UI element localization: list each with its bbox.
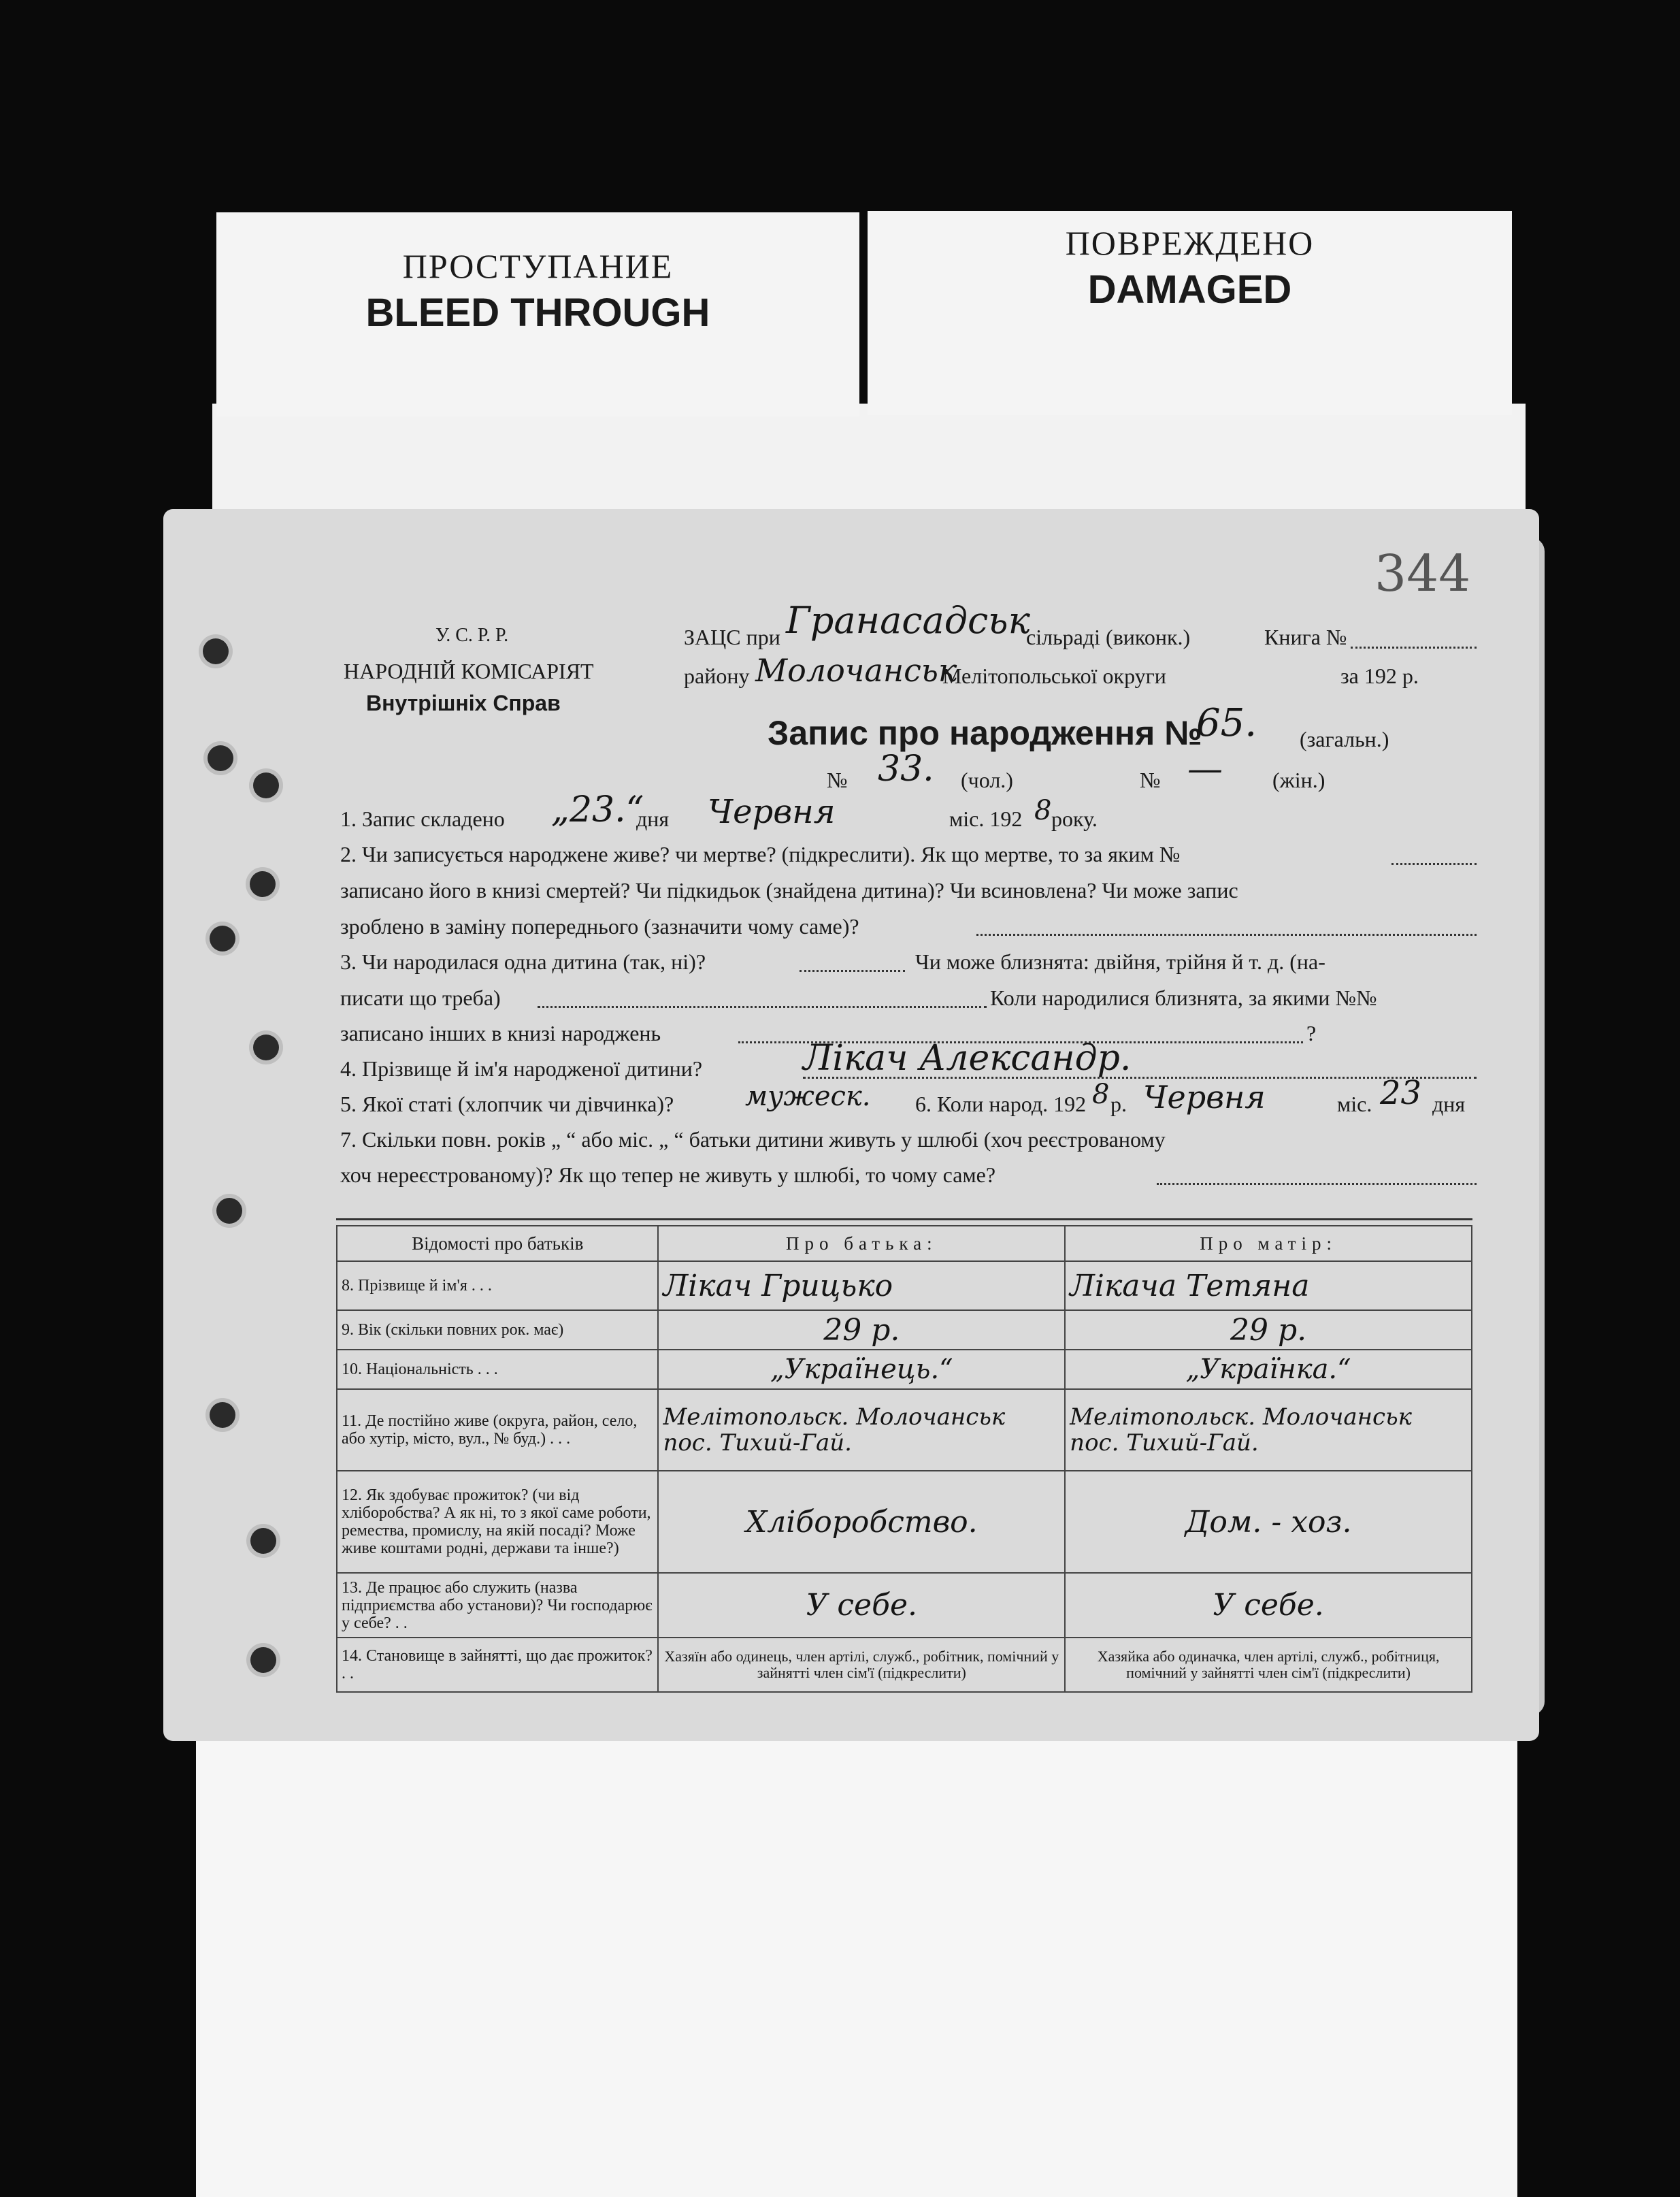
line3d: Коли народилися близнята, за якими №№: [990, 986, 1377, 1010]
line6-year-word: р.: [1110, 1092, 1127, 1116]
mother-name: Лікача Тетяна: [1070, 1268, 1310, 1303]
line3-dots: [800, 970, 905, 972]
row-label: 11. Де постійно живе (округа, район, село, або хутір, місто, вул., № буд.) . . .: [337, 1389, 658, 1471]
mother-residence: Мелітопольск. Молочанськ пос. Тихий-Гай.: [1070, 1403, 1412, 1456]
zags-prefix: ЗАЦС при: [684, 625, 780, 649]
year-label: за 192 р.: [1340, 664, 1419, 688]
bleed-through-label: [216, 212, 859, 417]
book-label: Книга №: [1264, 625, 1347, 649]
line6-day-word: дня: [1432, 1092, 1466, 1116]
table-row: [337, 1261, 1472, 1310]
row-label: 8. Прізвище й ім'я . . .: [337, 1261, 658, 1310]
male-number: 33.: [878, 749, 934, 790]
mother-nationality: „Українка.“: [1185, 1354, 1351, 1385]
total-label: (загальн.): [1300, 727, 1389, 751]
table-top-rule: [336, 1218, 1472, 1220]
line1-label: 1. Запис складено: [340, 807, 505, 831]
header-father: Про батька:: [658, 1226, 1065, 1261]
punch-hole: [208, 745, 233, 771]
table-header-row: [337, 1226, 1472, 1261]
line7: 7. Скільки повн. років „ “ або міс. „ “ батьки дитини живуть у шлюбі (хоч реєстрованому: [340, 1127, 1166, 1152]
child-sex: мужеск.: [745, 1081, 871, 1112]
line4: 4. Прізвище й ім'я народженої дитини?: [340, 1056, 703, 1081]
line3: 3. Чи народилася одна дитина (так, ні)?: [340, 949, 706, 974]
row-label: 14. Становище в зайнятті, що дає прожиток? . .: [337, 1638, 658, 1692]
birth-month: Червня: [1143, 1079, 1266, 1116]
district-prefix: району: [684, 664, 750, 688]
line6-month-word: міс.: [1337, 1092, 1372, 1116]
punch-hole: [210, 1402, 235, 1428]
bleed-through-en: BLEED THROUGH: [365, 291, 710, 335]
father-occupation: Хлібоpобство.: [745, 1504, 978, 1540]
line2c-dots: [976, 934, 1477, 936]
line1-year-word: року.: [1051, 807, 1098, 831]
line5: 5. Якої статі (хлопчик чи дівчинка)?: [340, 1092, 674, 1116]
record-day: „23.“: [551, 790, 644, 830]
punch-hole: [250, 871, 276, 897]
row-label: 12. Як здобуває прожиток? (чи від хліборобства? А як ні, то з якої саме роботи, ремества, промислу, на якій посаді? Може живе коштами родні, держави та інше?): [337, 1471, 658, 1573]
mother-age: 29 р.: [1230, 1312, 1307, 1348]
father-workplace: У себе.: [806, 1588, 917, 1623]
punch-hole: [210, 926, 235, 951]
ussr-label: У. С. Р. Р.: [435, 625, 509, 646]
punch-hole: [250, 1528, 276, 1554]
line6: 6. Коли народ. 192: [915, 1092, 1087, 1116]
line3b: Чи може близнята: двійня, трійня й т. д. (на-: [915, 949, 1325, 974]
line1-month-word: міс. 192: [949, 807, 1023, 831]
total-number: 65.: [1196, 701, 1257, 745]
father-residence: Мелітопольск. Молочанськ пос. Тихий-Гай.: [663, 1403, 1006, 1456]
page-number: 344: [1374, 544, 1471, 603]
punch-hole: [203, 638, 229, 664]
parents-table: [336, 1225, 1472, 1693]
female-number: —: [1187, 749, 1223, 790]
punch-hole: [216, 1198, 242, 1224]
male-label: (чол.): [961, 768, 1013, 792]
form-title: Запис про народження №: [768, 714, 1202, 752]
line3c: писати що треба): [340, 986, 501, 1010]
table-row: [337, 1389, 1472, 1471]
mother-workplace: У себе.: [1213, 1588, 1324, 1623]
line2: 2. Чи записується народжене живе? чи мертве? (підкреслити). Як що мертве, то за яким №: [340, 842, 1181, 866]
child-name: Лікач Александр.: [803, 1038, 1132, 1079]
line3e: записано інших в книзі народжень: [340, 1021, 661, 1045]
damaged-label: [868, 211, 1512, 415]
table-row: [337, 1350, 1472, 1389]
mother-occupation: Дом. - хоз.: [1185, 1504, 1352, 1540]
zags-value: Гранасадськ: [786, 599, 1030, 642]
father-status: Хазяїн або одинець, член артілі, служб., робітник, помічний у зайнятті член сім'ї (підкреслити): [658, 1638, 1065, 1692]
header-mother: Про матір:: [1065, 1226, 1472, 1261]
birth-day: 23: [1380, 1074, 1422, 1112]
dept-label: Внутрішніх Справ: [366, 691, 561, 715]
header-info: Відомості про батьків: [337, 1226, 658, 1261]
row-label: 9. Вік (скільки повних рок. має): [337, 1310, 658, 1350]
council-suffix: сільраді (виконк.): [1026, 625, 1191, 649]
record-month: Червня: [708, 793, 836, 831]
female-label: (жін.): [1272, 768, 1325, 792]
line1-day-word: дня: [636, 807, 670, 831]
commissariat-label: НАРОДНІЙ КОМІСАРІЯТ: [344, 659, 594, 683]
punch-hole: [253, 1035, 279, 1060]
table-row: [337, 1573, 1472, 1638]
father-age: 29 р.: [823, 1312, 900, 1348]
punch-hole: [253, 772, 279, 798]
female-no-sign: №: [1140, 768, 1161, 792]
book-dots: [1351, 647, 1477, 649]
birth-year-digit: 8: [1092, 1079, 1110, 1110]
line2b: записано його в книзі смертей? Чи підкидьок (знайдена дитина)? Чи всиновлена? Чи може запис: [340, 878, 1238, 902]
table-row: [337, 1471, 1472, 1573]
father-name: Лікач Грицько: [663, 1268, 893, 1303]
line7b: хоч нереєстрованому)? Як що тепер не живуть у шлюбі, то чому саме?: [340, 1162, 996, 1187]
row-label: 13. Де працює або служить (назва підприємства або установи)? Чи господарює у себе? . .: [337, 1573, 658, 1638]
table-row: [337, 1310, 1472, 1350]
okruha-label: Мелітопольської округи: [942, 664, 1166, 688]
table-row: [337, 1638, 1472, 1692]
district-value: Молочанськ: [755, 652, 957, 689]
male-no-sign: №: [827, 768, 848, 792]
punch-hole: [250, 1647, 276, 1673]
line2-dots: [1391, 863, 1477, 865]
mother-status: Хазяйка або одиначка, член артілі, служб., робітниця, помічний у зайнятті член сім'ї (підкреслити): [1065, 1638, 1472, 1692]
line3c-dots: [538, 1006, 987, 1008]
line4-dots: [803, 1077, 1477, 1079]
bleed-through-ru: ПРОСТУПАНИЕ: [402, 247, 674, 285]
line7b-dots: [1157, 1183, 1477, 1185]
father-nationality: „Українець.“: [770, 1354, 953, 1385]
damaged-en: DAMAGED: [1087, 267, 1292, 312]
line2c: зроблено в заміну попереднього (зазначити чому саме)?: [340, 914, 859, 939]
line3f: ?: [1306, 1021, 1317, 1045]
damaged-ru: ПОВРЕЖДЕНО: [1065, 224, 1315, 262]
row-label: 10. Національність . . .: [337, 1350, 658, 1389]
backing-sheet-bottom: [196, 1702, 1517, 2197]
record-year-digit: 8: [1034, 795, 1052, 826]
